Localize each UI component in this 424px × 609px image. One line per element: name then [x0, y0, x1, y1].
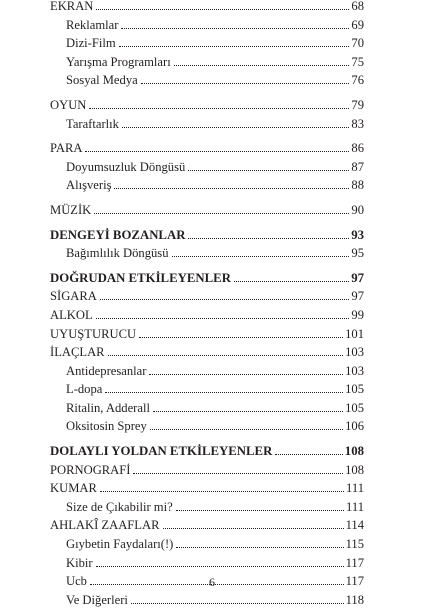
toc-entry-page: 86	[351, 141, 364, 156]
toc-entry	[50, 306, 364, 325]
toc-entry	[50, 399, 364, 418]
toc-dot-leader	[89, 108, 349, 109]
toc-entry-page: 99	[351, 307, 364, 322]
toc-dot-leader	[96, 566, 344, 567]
toc-dot-leader	[139, 337, 343, 338]
table-of-contents	[50, 0, 364, 609]
toc-entry	[50, 479, 364, 498]
toc-entry-title: SİGARA	[50, 289, 97, 304]
toc-dot-leader	[121, 28, 349, 29]
toc-entry-title: Doyumsuzluk Döngüsü	[66, 159, 186, 174]
toc-dot-leader	[96, 318, 350, 319]
toc-entry	[50, 535, 364, 554]
toc-dot-leader	[188, 170, 349, 171]
toc-entry	[50, 53, 364, 72]
toc-entry-title: Antidepresanlar	[66, 363, 147, 378]
toc-entry	[50, 176, 364, 195]
toc-dot-leader	[234, 281, 349, 282]
toc-entry	[50, 96, 364, 115]
toc-dot-leader	[100, 299, 350, 300]
toc-entry-title: DENGEYİ BOZANLAR	[50, 227, 186, 242]
toc-entry-page: 70	[351, 36, 364, 51]
toc-dot-leader	[96, 9, 349, 10]
toc-entry	[50, 442, 364, 461]
toc-entry	[50, 34, 364, 53]
toc-entry-title: Ritalin, Adderall	[66, 400, 150, 415]
toc-entry-title: Yarışma Programları	[66, 54, 171, 69]
toc-entry-title: KUMAR	[50, 481, 97, 496]
toc-entry	[50, 498, 364, 517]
toc-dot-leader	[176, 547, 343, 548]
toc-dot-leader	[94, 213, 349, 214]
toc-entry	[50, 287, 364, 306]
toc-dot-leader	[122, 127, 349, 128]
toc-entry-title: DOĞRUDAN ETKİLEYENLER	[50, 270, 231, 285]
toc-entry-title: PARA	[50, 141, 83, 156]
toc-entry	[50, 461, 364, 480]
toc-entry-title: OYUN	[50, 97, 87, 112]
toc-entry	[50, 244, 364, 263]
toc-entry-page: 83	[351, 116, 364, 131]
toc-entry-title: ALKOL	[50, 307, 93, 322]
toc-entry-page: 103	[345, 345, 364, 360]
toc-entry	[50, 417, 364, 436]
toc-entry-title: Ucb	[66, 574, 87, 589]
toc-entry-page: 97	[351, 270, 364, 285]
toc-dot-leader	[119, 46, 350, 47]
toc-entry-page: 105	[345, 400, 364, 415]
toc-entry	[50, 71, 364, 90]
toc-dot-leader	[176, 510, 344, 511]
toc-dot-leader	[150, 429, 343, 430]
toc-entry-page: 93	[351, 227, 364, 242]
toc-entry-title: Gıybetin Faydaları(!)	[66, 537, 174, 552]
toc-dot-leader	[188, 238, 349, 239]
toc-entry-title: Bağımlılık Döngüsü	[66, 246, 169, 261]
toc-entry-page: 106	[345, 419, 364, 434]
toc-entry	[50, 380, 364, 399]
toc-entry-page: 103	[345, 363, 364, 378]
toc-entry	[50, 325, 364, 344]
toc-entry-title: L-dopa	[66, 382, 103, 397]
toc-dot-leader	[174, 65, 350, 66]
toc-entry-page: 69	[351, 17, 364, 32]
toc-entry	[50, 0, 364, 16]
toc-entry-title: MÜZİK	[50, 202, 92, 217]
toc-entry-page: 117	[345, 555, 364, 570]
toc-entry-page: 68	[351, 0, 364, 13]
toc-entry-title: Alışveriş	[66, 178, 112, 193]
toc-entry-title: UYUŞTURUCU	[50, 326, 137, 341]
toc-entry	[50, 554, 364, 573]
toc-entry	[50, 139, 364, 158]
toc-entry	[50, 115, 364, 134]
toc-dot-leader	[85, 151, 349, 152]
toc-dot-leader	[105, 392, 343, 393]
toc-entry-page: 117	[345, 574, 364, 589]
toc-dot-leader	[133, 473, 343, 474]
toc-entry	[50, 516, 364, 535]
toc-entry	[50, 16, 364, 35]
toc-entry	[50, 269, 364, 288]
toc-entry-page: 115	[345, 537, 364, 552]
toc-entry-title: Taraftarlık	[66, 116, 119, 131]
toc-entry-title: Kibir	[66, 555, 93, 570]
toc-dot-leader	[141, 83, 350, 84]
toc-entry-title: Ve Diğerleri	[66, 592, 128, 607]
toc-entry-page: 114	[345, 518, 364, 533]
toc-entry-page: 88	[351, 178, 364, 193]
toc-entry-page: 95	[351, 246, 364, 261]
toc-entry-title: PORNOGRAFİ	[50, 462, 131, 477]
toc-entry	[50, 158, 364, 177]
toc-dot-leader	[149, 374, 343, 375]
toc-entry-title: Sosyal Medya	[66, 73, 138, 88]
toc-entry-title: Reklamlar	[66, 17, 119, 32]
toc-entry	[50, 362, 364, 381]
toc-dot-leader	[100, 491, 344, 492]
toc-entry-title: Oksitosin Sprey	[66, 419, 147, 434]
toc-entry	[50, 343, 364, 362]
toc-entry-page: 105	[345, 382, 364, 397]
toc-dot-leader	[153, 411, 343, 412]
toc-entry-page: 75	[351, 54, 364, 69]
toc-entry-page: 90	[351, 202, 364, 217]
toc-entry-page: 76	[351, 73, 364, 88]
toc-dot-leader	[172, 256, 350, 257]
toc-dot-leader	[163, 528, 344, 529]
toc-entry-title: EKRAN	[50, 0, 94, 13]
toc-entry-page: 108	[344, 444, 364, 459]
toc-entry	[50, 226, 364, 245]
toc-entry-page: 79	[351, 97, 364, 112]
toc-entry-page: 101	[345, 326, 364, 341]
toc-dot-leader	[275, 454, 342, 455]
toc-dot-leader	[108, 355, 344, 356]
toc-entry-title: Dizi-Film	[66, 36, 116, 51]
page-number: 6	[209, 575, 215, 589]
toc-entry-page: 111	[346, 481, 364, 496]
toc-entry-page: 108	[345, 462, 364, 477]
toc-dot-leader	[131, 603, 344, 604]
toc-entry-page: 97	[351, 289, 364, 304]
toc-entry-page: 87	[351, 159, 364, 174]
toc-entry	[50, 201, 364, 220]
toc-entry-title: AHLAKÎ ZAAFLAR	[50, 518, 160, 533]
toc-entry-title: DOLAYLI YOLDAN ETKİLEYENLER	[50, 444, 273, 459]
toc-entry-title: Size de Çıkabilir mi?	[66, 499, 173, 514]
toc-dot-leader	[114, 188, 349, 189]
toc-entry-page: 111	[346, 499, 364, 514]
toc-entry-title: İLAÇLAR	[50, 345, 105, 360]
toc-entry-page: 118	[345, 592, 364, 607]
